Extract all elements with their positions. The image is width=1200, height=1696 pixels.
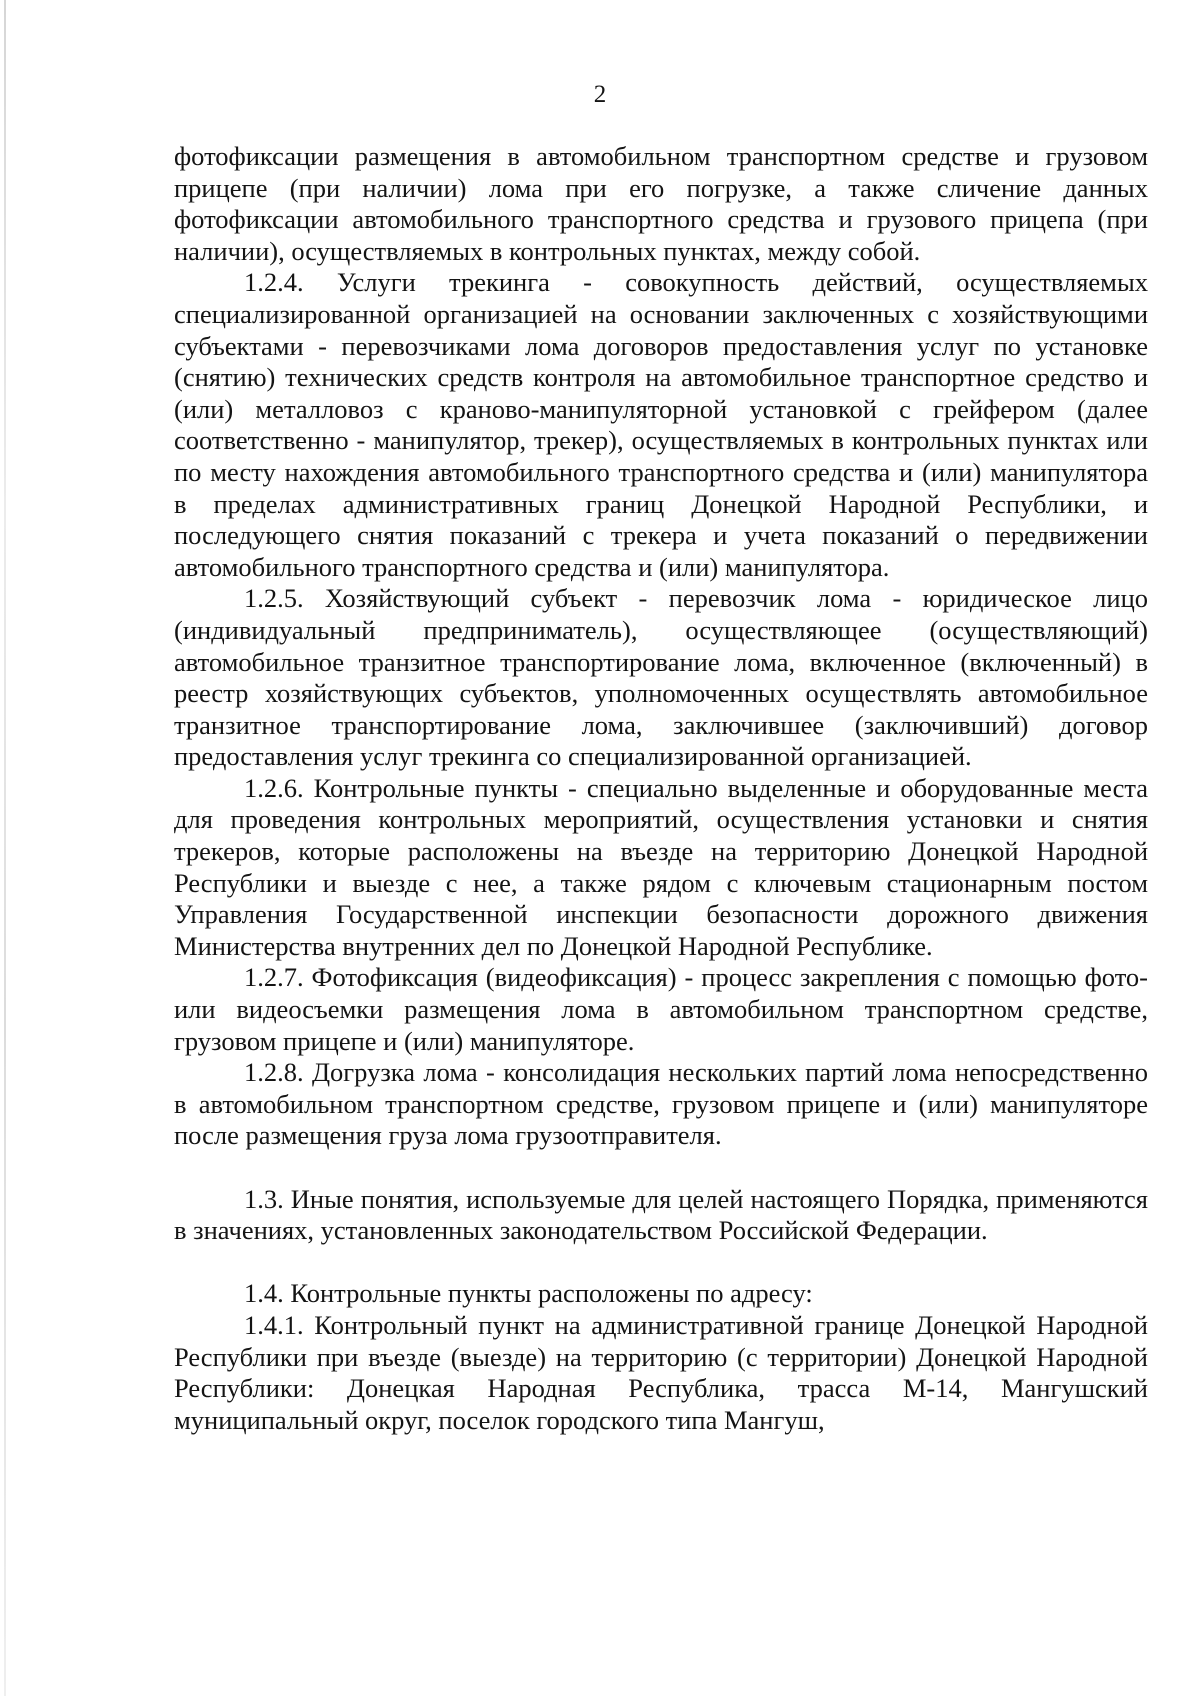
paragraph-1-2-8: 1.2.8. Догрузка лома - консолидация нескольких партий лома непосредственно в автомобильном транспортном средстве, грузовом прицепе и (или) манипуляторе после размещения груза лома грузоотправителя. (174, 1057, 1148, 1151)
page-number: 2 (593, 81, 607, 108)
paragraph-1-4-1: 1.4.1. Контрольный пункт на административной границе Донецкой Народной Республики при въезде (выезде) на территорию (с территории) Донецкой Народной Республики: Донецкая Народная Республика, трасса М-14, Мангушский муниципальный округ, поселок городского типа Мангуш, (174, 1309, 1148, 1435)
paragraph-1-3: 1.3. Иные понятия, используемые для целей настоящего Порядка, применяются в значениях, установленных законодательством Российской Федерации. (174, 1183, 1148, 1246)
paragraph-1-2-3-continuation: фотофиксации размещения в автомобильном транспортном средстве и грузовом прицепе (при наличии) лома при его погрузке, а также сличение данных фотофиксации автомобильного транспортного средства и грузового прицепа (при наличии), осуществляемых в контрольных пунктах, между собой. (174, 141, 1148, 266)
paragraph-1-2-7: 1.2.7. Фотофиксация (видеофиксация) - процесс закрепления с помощью фото- или видеосъемки размещения лома в автомобильном транспортном средстве, грузовом прицепе и (или) манипуляторе. (174, 962, 1148, 1056)
paragraph-1-2-4: 1.2.4. Услуги трекинга - совокупность действий, осуществляемых специализированной организацией на основании заключенных с хозяйствующими субъектами - перевозчиками лома договоров предоставления услуг по установке (снятию) технических средств контроля на автомобильное транспортное средство и (или) металловоз с краново-манипуляторной установкой с грейфером (далее соответственно - манипулятор, трекер), осуществляемых в контрольных пунктах или по месту нахождения автомобильного транспортного средства и (или) манипулятора в пределах административных границ Донецкой Народной Республики, и последующего снятия показаний с трекера и учета показаний о передвижении автомобильного транспортного средства и (или) манипулятора. (174, 267, 1148, 582)
document-body (174, 141, 1148, 1436)
paragraph-1-2-5: 1.2.5. Хозяйствующий субъект - перевозчик лома - юридическое лицо (индивидуальный предприниматель), осуществляющее (осуществляющий) автомобильное транзитное транспортирование лома, включенное (включенный) в реестр хозяйствующих субъектов, уполномоченных осуществлять автомобильное транзитное транспортирование лома, заключившее (заключивший) договор предоставления услуг трекинга со специализированной организацией. (174, 583, 1148, 772)
paragraph-1-4: 1.4. Контрольные пункты расположены по адресу: (244, 1278, 813, 1309)
scan-edge (4, 0, 6, 1696)
paragraph-1-2-6: 1.2.6. Контрольные пункты - специально выделенные и оборудованные места для проведения контрольных мероприятий, осуществления установки и снятия трекеров, которые расположены на въезде на территорию Донецкой Народной Республики и выезде с нее, а также рядом с ключевым стационарным постом Управления Государственной инспекции безопасности дорожного движения Министерства внутренних дел по Донецкой Народной Республике. (174, 772, 1148, 961)
